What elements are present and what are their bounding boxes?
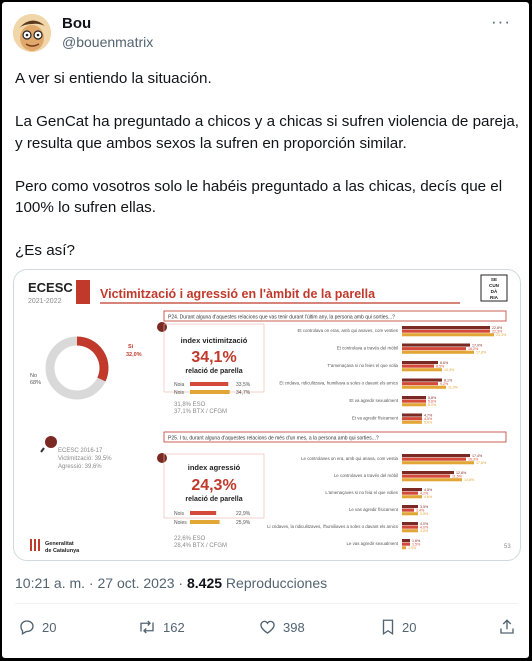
- action-bar: [2, 614, 529, 644]
- pie-si-value: 32,0%: [126, 352, 142, 358]
- tweet-card: [2, 2, 529, 658]
- bar-value-label: 10,3%: [444, 368, 455, 373]
- stats-2-btx: 28,4% BTX / CFGM: [174, 543, 228, 549]
- tweet-text: [15, 68, 520, 283]
- bar-category-label: Et va agredir físicament: [351, 415, 398, 421]
- bar: [402, 351, 474, 354]
- question-2: P25. I tu, durant alguna d'aquestes relacions de més d'un mes, a la persona amb qui sorties...?: [168, 435, 379, 442]
- bar: [402, 529, 418, 532]
- prev-line1: Victimització: 39,5%: [58, 456, 112, 462]
- bar-category-label: Le vas agredir sexualment: [346, 541, 398, 546]
- gencat-line1: Generalitat: [45, 541, 74, 547]
- bar: [402, 471, 454, 474]
- bar: [402, 386, 446, 389]
- share-icon: [498, 618, 516, 636]
- bar-category-label: Et cridava, ridiculitzava, humiliava a soles o davant els amics: [279, 380, 398, 386]
- attached-image[interactable]: [13, 269, 521, 561]
- bar: [402, 522, 418, 525]
- donut-si-slice: [77, 341, 104, 379]
- bar-category-label: Li cridaves, la ridiculitzaves, l'humiliaves a soles o davant els amics: [267, 524, 398, 529]
- bar-value-label: 4,5%: [424, 488, 433, 492]
- bar: [402, 526, 418, 529]
- legend-2-noies-value: 25,9%: [236, 520, 251, 526]
- legend-1-noia-bar: [190, 382, 228, 386]
- share-button[interactable]: [498, 618, 522, 636]
- bar: [402, 400, 426, 403]
- bar-category-label: Et controlava on eras, amb qui anaves, com vesties: [297, 328, 398, 333]
- bar-value-label: 5,6%: [428, 399, 437, 404]
- bar-category-label: Le controlaves a través del mòbil: [333, 473, 398, 478]
- legend-2-nois-bar: [190, 511, 216, 515]
- bar-category-label: Et controlava a través del mòbil: [336, 345, 398, 351]
- legend-1-nois-value: 34,7%: [236, 390, 251, 396]
- prev-line2: Agressió: 39,6%: [58, 464, 102, 470]
- bar: [402, 492, 418, 495]
- bar: [402, 461, 474, 464]
- bar: [402, 488, 422, 491]
- index-2-value: 24,3%: [191, 477, 237, 494]
- bar-value-label: 17,0%: [472, 343, 483, 348]
- bar: [402, 478, 462, 481]
- gencat-line2: de Catalunya: [45, 548, 80, 554]
- bar: [402, 421, 422, 424]
- author-handle[interactable]: @bouenmatrix: [62, 34, 154, 50]
- bar-chart-victimization: [279, 326, 507, 425]
- bar-category-label: T'amenaçava si no feies el que volia: [327, 363, 398, 368]
- bar-value-label: 8,6%: [440, 361, 449, 365]
- reply-button[interactable]: [18, 618, 56, 636]
- bar: [402, 512, 418, 515]
- bar-value-label: 23,3%: [496, 333, 507, 338]
- index-2-sub: relació de parella: [185, 496, 243, 503]
- bar-value-label: 16,3%: [468, 457, 479, 462]
- tweet-paragraph: La GenCat ha preguntado a chicos y a chicas si sufren violencia de pareja, y resulta que ambos sexos la sufren en proporción similar.: [15, 113, 520, 152]
- legend-2-nois-value: 22,9%: [236, 511, 251, 517]
- bar-value-label: 4,5%: [424, 417, 433, 422]
- bar: [402, 326, 490, 329]
- stats-1-eso: 31,8% ESO: [174, 402, 206, 408]
- bar: [402, 368, 442, 371]
- retweet-count: 162: [163, 619, 185, 635]
- pie-no-value: 68%: [30, 380, 42, 386]
- legend-2-noies-label: Noies: [174, 520, 187, 526]
- bar: [402, 495, 422, 498]
- bar-value-label: 9,2%: [440, 382, 449, 387]
- bar-value-label: 17,8%: [476, 461, 487, 466]
- bar: [402, 475, 450, 478]
- legend-1-noia-label: Noia: [174, 382, 185, 388]
- bar-chart-aggression: [267, 454, 487, 550]
- pie-no-label: No: [30, 373, 38, 379]
- bar-value-label: 4,7%: [424, 413, 433, 418]
- bar: [402, 417, 422, 420]
- bar-value-label: 12,8%: [456, 471, 467, 475]
- index-1-sub: relació de parella: [185, 368, 243, 375]
- magnifier-icon: [157, 322, 167, 332]
- bar-value-label: 11,5%: [452, 474, 462, 479]
- avatar[interactable]: [13, 14, 51, 52]
- bar-value-label: 5,0%: [424, 420, 433, 425]
- bar-value-label: 17,4%: [472, 454, 483, 458]
- index-2-title: index agressió: [187, 463, 241, 472]
- like-button[interactable]: [258, 618, 305, 636]
- bar-value-label: 3,5%: [420, 512, 429, 517]
- bar: [402, 509, 414, 512]
- bookmark-icon: [380, 618, 396, 636]
- reply-count: 20: [42, 619, 57, 635]
- bar: [402, 396, 426, 399]
- heart-icon: [258, 618, 277, 636]
- bar-value-label: 1,0%: [408, 546, 417, 551]
- svg-text:CUN: CUN: [489, 283, 499, 288]
- legend-2-nois-label: Nois: [174, 511, 185, 517]
- index-1-title: index victimització: [180, 336, 248, 345]
- stats-1-btx: 37,1% BTX / CFGM: [174, 409, 228, 415]
- bar-value-label: 8,1%: [444, 378, 453, 383]
- bar-value-label: 4,2%: [420, 491, 429, 496]
- slide-years: 2021-2022: [28, 298, 62, 305]
- bar-value-label: 4,0%: [420, 522, 429, 526]
- bar-value-label: 5,8%: [428, 396, 437, 400]
- prev-title: ECESC 2016-17: [58, 448, 103, 454]
- bar: [402, 458, 466, 461]
- bar-value-label: 3,8%: [420, 529, 429, 534]
- magnifier-icon: [157, 453, 167, 463]
- bar-value-label: 22,3%: [492, 329, 503, 334]
- bar-value-label: 1,6%: [412, 539, 421, 543]
- timestamp[interactable]: 10:21 a. m. · 27 oct. 2023 ·: [15, 575, 187, 591]
- tweet-paragraph: Pero como vosotros solo le habéis preguntado a las chicas, decís que el 100% lo sufren ellas.: [15, 177, 503, 216]
- reply-icon: [18, 618, 36, 636]
- bar: [402, 344, 470, 347]
- legend-1-nois-label: Nois: [174, 390, 185, 396]
- bar-category-label: L'amenaçaves si no feia el que volies: [325, 490, 398, 495]
- magnifier-icon: [45, 436, 57, 448]
- bar-value-label: 8,5%: [436, 364, 445, 369]
- bar-value-label: 14,8%: [464, 478, 475, 483]
- bar: [402, 379, 442, 382]
- bar-value-label: 11,0%: [448, 385, 458, 390]
- tweet-paragraph: A ver si entiendo la situación.: [15, 70, 212, 87]
- tweet-meta: [15, 575, 327, 591]
- bar-value-label: 3,4%: [416, 508, 425, 513]
- like-count: 398: [283, 619, 305, 635]
- bar: [402, 454, 470, 457]
- svg-text:RIA: RIA: [490, 295, 498, 300]
- bar-value-label: 4,0%: [420, 525, 429, 530]
- bar-value-label: 17,8%: [476, 350, 487, 355]
- bar: [402, 403, 426, 406]
- tweet-paragraph: ¿Es así?: [15, 242, 75, 259]
- bar-value-label: 22,8%: [492, 326, 503, 330]
- bar: [402, 365, 434, 368]
- title-accent: [76, 280, 90, 304]
- bar-value-label: 6,0%: [428, 403, 437, 408]
- survey-slide: [14, 270, 521, 561]
- slide-title: Victimització i agressió en l'àmbit de la parella: [100, 287, 376, 301]
- view-count: 8.425: [187, 575, 223, 591]
- bar: [402, 333, 494, 336]
- bookmark-count: 20: [402, 619, 417, 635]
- legend-1-nois-bar: [190, 390, 230, 394]
- retweet-icon: [137, 618, 157, 636]
- views-label: Reproducciones: [222, 575, 328, 591]
- slide-page-number: 53: [504, 544, 511, 550]
- stats-2-eso: 22,6% ESO: [174, 536, 206, 542]
- pie-si-label: Sí: [128, 344, 134, 350]
- bar: [402, 414, 422, 417]
- bar-value-label: 1,5%: [412, 542, 421, 547]
- legend-2-noies-bar: [190, 520, 220, 524]
- bar-category-label: Le vas agredir físicament: [348, 507, 398, 512]
- more-options-icon[interactable]: ···: [491, 12, 511, 31]
- legend-1-noia-value: 33,5%: [236, 382, 251, 388]
- bar: [402, 361, 438, 364]
- bar-value-label: 16,2%: [468, 347, 479, 352]
- bar-category-label: Le controlaves on era, amb qui anava, com vestia: [301, 456, 398, 461]
- bar: [402, 546, 406, 549]
- bar: [402, 539, 410, 542]
- slide-brand: ECESC: [28, 280, 73, 295]
- svg-text:DÀ: DÀ: [490, 289, 498, 294]
- question-1: P24. Durant alguna d'aquestes relacions que vas tenir durant l'últim any, la persona amb qui sorties...?: [168, 314, 395, 321]
- author-name[interactable]: Bou: [62, 15, 92, 32]
- bar: [402, 382, 438, 385]
- bar: [402, 330, 490, 333]
- index-1-value: 34,1%: [191, 349, 237, 366]
- bookmark-button[interactable]: [380, 618, 416, 636]
- svg-text:SE: SE: [490, 277, 498, 282]
- bar: [402, 347, 466, 350]
- bar-category-label: Et va agredir sexualment: [349, 398, 398, 403]
- divider: [15, 603, 518, 604]
- bar-value-label: 3,5%: [420, 505, 429, 509]
- bar-value-label: 4,6%: [424, 495, 433, 500]
- retweet-button[interactable]: [137, 618, 185, 636]
